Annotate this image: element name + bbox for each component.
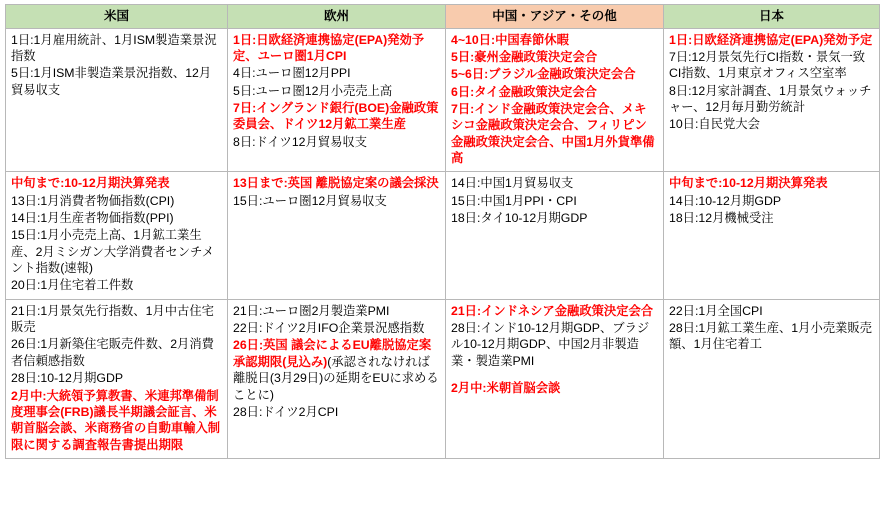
calendar-entry [11,303,222,336]
calendar-entry [451,101,658,166]
entry-text: 4日:ユーロ圏12月PPI [233,66,351,81]
calendar-entry [11,193,222,209]
entry-text: 28日:1月鉱工業生産、1月小売業販売額、1月住宅着工 [669,321,872,352]
entry-text: 15日:中国1月PPI・CPI [451,193,577,208]
entry-text: 15日:ユーロ圏12月貿易収支 [233,193,387,208]
cell-japan-block2 [664,172,880,299]
entry-text: 7日:12月景気先行CI指数・景気一致CI指数、1月東京オフィス空室率 [669,49,866,81]
cell-china-asia-other-block3 [446,299,664,458]
calendar-entry [669,320,874,353]
cell-us-block1 [6,28,228,172]
entry-text: 21日:ユーロ圏2月製造業PMI [233,303,390,318]
entry-text: 28日:インド10-12月期GDP、ブラジル10-12月期GDP、中国2月非製造業・製造業PMI [451,321,650,368]
calendar-entry [451,84,658,100]
entry-text: 13日まで:英国 離脱協定案の議会採決 [233,176,439,191]
table-body [6,28,880,458]
entry-text: 26日:英国 議会によるEU離脱協定案承認期限(見込み) [233,338,432,369]
calendar-entry [669,49,874,82]
calendar-entry [233,134,440,150]
entry-text: 21日:インドネシア金融政策決定会合 [451,303,654,318]
entry-text: 1日:1月雇用統計、1月ISM製造業景況指数 [11,32,217,63]
entry-text: 28日:10-12月期GDP [11,371,124,386]
table-header-row [6,5,880,29]
entry-text: 15日:1月小売売上高、1月鉱工業生産、2月ミシガン大学消費者センチメント指数(速報) [11,228,215,276]
entry-text: 5日:1月ISM非製造業景況指数、12月貿易収支 [11,66,212,97]
table-row [6,299,880,458]
entry-text: 6日:タイ金融政策決定会合 [451,84,597,99]
calendar-entry [233,175,440,191]
calendar-entry [11,336,222,369]
entry-text: 13日:1月消費者物価指数(CPI) [11,193,175,208]
calendar-entry [233,100,440,133]
cell-us-block2 [6,172,228,299]
cell-china-asia-other-block2 [446,172,664,299]
cell-europe-block3 [228,299,446,458]
calendar-entry [669,83,874,116]
column-header-europe: 欧州 [228,5,446,29]
entry-text: 8日:12月家計調査、1月景気ウォッチャー、12月毎月勤労統計 [669,83,872,114]
calendar-entry [233,320,440,336]
entry-text: 22日:1月全国CPI [669,303,763,318]
entry-text: 18日:タイ10-12月期GDP [451,211,588,226]
entry-text: 8日:ドイツ12月貿易収支 [233,134,367,149]
table-row [6,172,880,299]
entry-text: 5日:ユーロ圏12月小売売上高 [233,83,393,98]
calendar-entry [233,193,440,209]
calendar-entry [451,193,658,209]
calendar-entry [451,210,658,226]
entry-text: 20日:1月住宅着工件数 [11,278,134,293]
entry-text: 中旬まで:10-12月期決算発表 [669,176,828,191]
calendar-entry [451,303,658,319]
calendar-entry [233,337,440,402]
calendar-entry [11,32,222,65]
calendar-entry [233,65,440,81]
cell-europe-block1 [228,28,446,172]
calendar-entry [233,32,440,65]
calendar-entry [233,83,440,99]
calendar-entry [451,49,658,65]
calendar-entry [11,65,222,98]
entry-text: 28日:ドイツ2月CPI [233,404,339,419]
entry-text: 22日:ドイツ2月IFO企業景況感指数 [233,321,425,336]
entry-text: 5~6日:ブラジル金融政策決定会合 [451,67,636,82]
entry-text: 14日:1月生産者物価指数(PPI) [11,211,174,226]
entry-text: 4~10日:中国春節休暇 [451,32,569,47]
entry-text: 5日:豪州金融政策決定会合 [451,49,598,64]
calendar-entry [11,277,222,293]
economic-calendar-table [5,4,880,459]
entry-text: 14日:10-12月期GDP [669,193,782,208]
column-header-us: 米国 [6,5,228,29]
calendar-entry [669,193,874,209]
cell-europe-block2 [228,172,446,299]
calendar-entry [451,66,658,82]
calendar-entry [669,210,874,226]
cell-spacer [451,370,658,380]
entry-text: 18日:12月機械受注 [669,211,774,226]
calendar-entry [11,388,222,453]
calendar-entry [11,227,222,276]
cell-japan-block1 [664,28,880,172]
calendar-entry [669,116,874,132]
calendar-entry [451,320,658,369]
entry-text: 1日:日欧経済連携協定(EPA)発効予定 [669,32,873,47]
entry-text: 10日:自民党大会 [669,117,760,132]
entry-text: 7日:イングランド銀行(BOE)金融政策委員会、ドイツ12月鉱工業生産 [233,101,439,132]
calendar-entry [11,210,222,226]
entry-text: 1日:日欧経済連携協定(EPA)発効予定、ユーロ圏1月CPI [233,32,425,63]
column-header-japan: 日本 [664,5,880,29]
entry-text: 14日:中国1月貿易収支 [451,176,574,191]
entry-text: 7日:インド金融政策決定会合、メキシコ金融政策決定会合、フィリピン金融政策決定会合、中国1月外貨準備高 [451,102,655,166]
column-header-china-asia-other: 中国・アジア・その他 [446,5,664,29]
cell-japan-block3 [664,299,880,458]
table-row [6,28,880,172]
entry-text: 中旬まで:10-12月期決算発表 [11,176,170,191]
calendar-entry [233,404,440,420]
calendar-entry [451,175,658,191]
calendar-entry [11,370,222,386]
entry-text: 26日:1月新築住宅販売件数、2月消費者信頼感指数 [11,337,214,368]
calendar-entry [669,175,874,191]
calendar-entry [669,32,874,48]
cell-china-asia-other-block1 [446,28,664,172]
entry-text: 2月中:大統領予算教書、米連邦準備制度理事会(FRB)議長半期議会証言、米朝首脳会談、米商務省の自動車輸入制限に関する調査報告書提出期限 [11,388,221,452]
calendar-entry [451,380,658,396]
cell-us-block3 [6,299,228,458]
entry-text: 2月中:米朝首脳会談 [451,381,561,396]
calendar-entry [451,32,658,48]
calendar-entry [669,303,874,319]
calendar-entry [11,175,222,191]
entry-text: 21日:1月景気先行指数、1月中古住宅販売 [11,303,214,335]
entry-note: (承認されなければ離脱日(3月29日)の延期をEUに求めることに) [233,354,439,402]
calendar-entry [233,303,440,319]
